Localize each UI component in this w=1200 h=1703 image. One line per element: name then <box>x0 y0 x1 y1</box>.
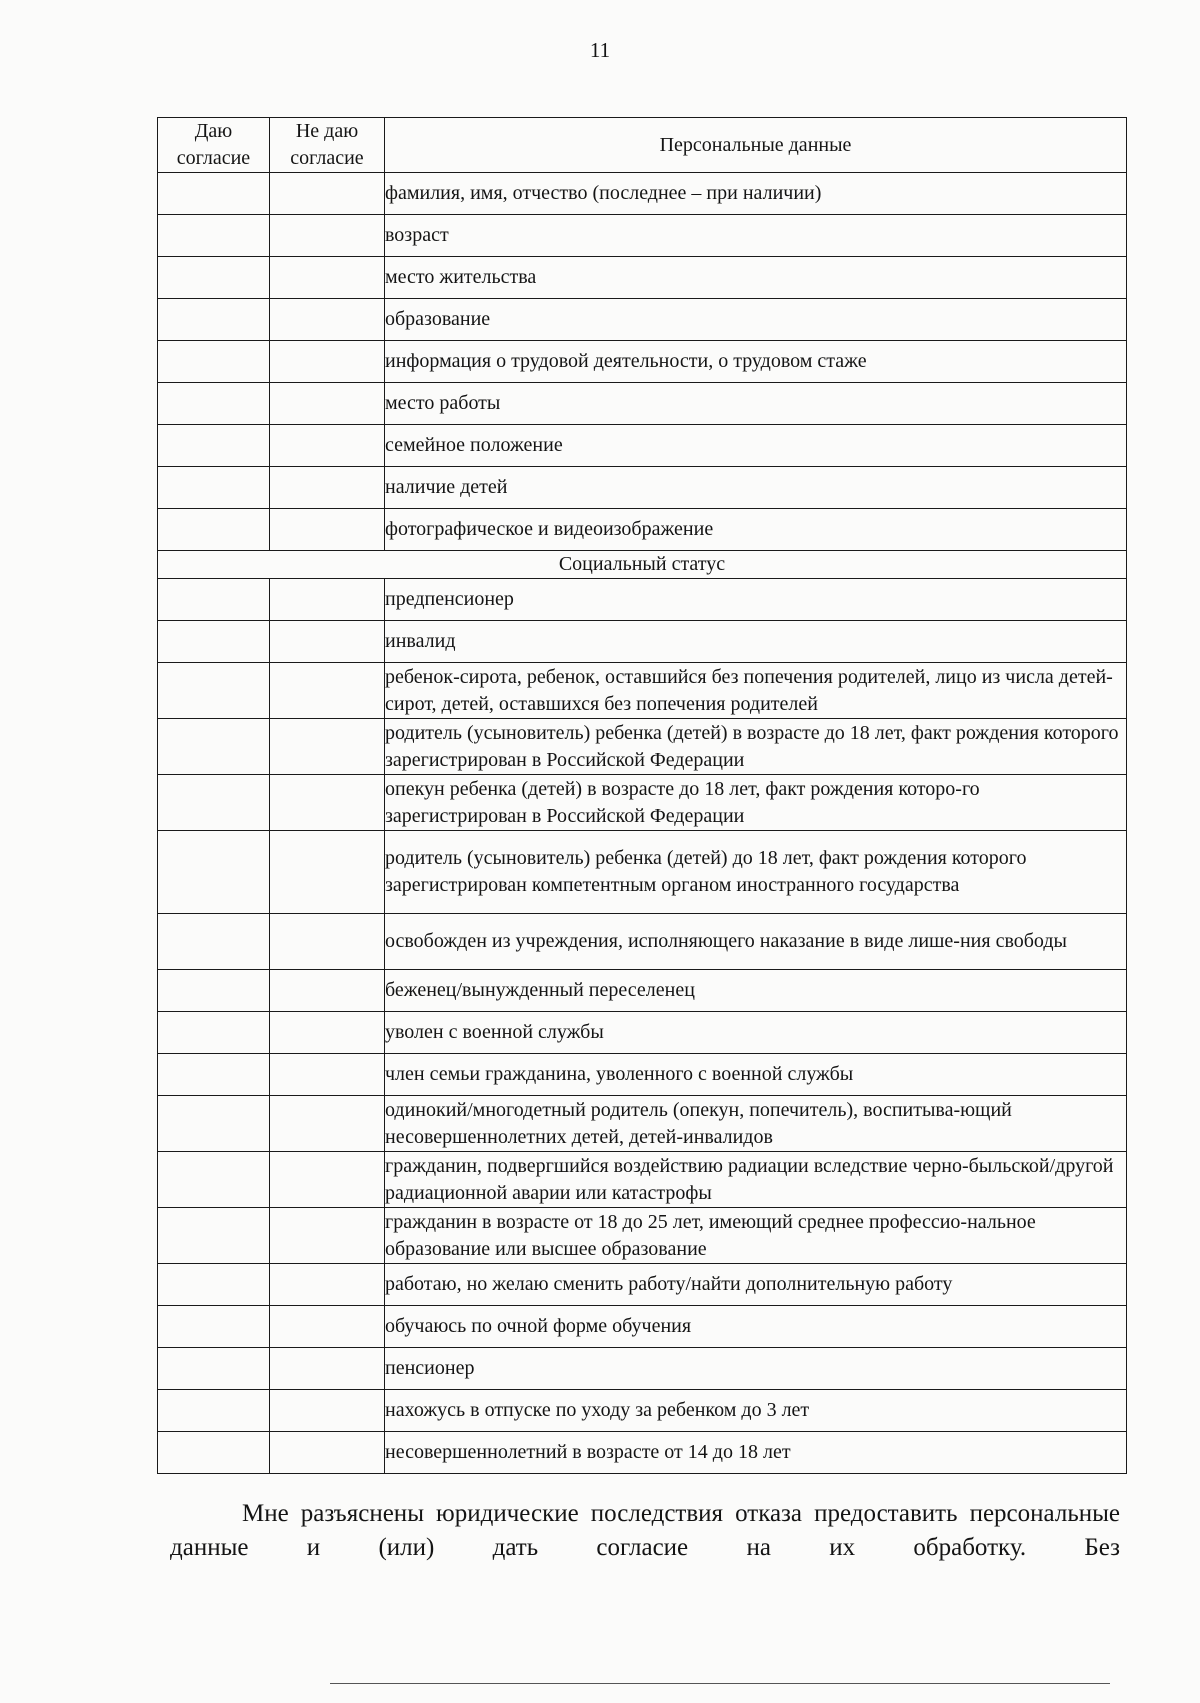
give-consent-cell[interactable] <box>158 719 270 775</box>
table-row <box>158 719 1127 775</box>
status-item-label: несовершеннолетний в возрасте от 14 до 18 лет <box>385 1432 1127 1474</box>
give-consent-cell[interactable] <box>158 1390 270 1432</box>
refuse-consent-cell[interactable] <box>270 1348 385 1390</box>
table-row <box>158 1096 1127 1152</box>
give-consent-cell[interactable] <box>158 914 270 970</box>
status-item-label: опекун ребенка (детей) в возрасте до 18 лет, факт рождения которо-го зарегистрирован в Российской Федерации <box>385 775 1127 831</box>
refuse-consent-cell[interactable] <box>270 1306 385 1348</box>
consent-table <box>157 117 1127 1474</box>
give-consent-cell[interactable] <box>158 1208 270 1264</box>
table-row <box>158 509 1127 551</box>
table-row <box>158 775 1127 831</box>
refuse-consent-cell[interactable] <box>270 1390 385 1432</box>
give-consent-cell[interactable] <box>158 831 270 914</box>
section-title-social-status: Социальный статус <box>158 551 1127 579</box>
status-item-label: уволен с военной службы <box>385 1012 1127 1054</box>
refuse-consent-cell[interactable] <box>270 970 385 1012</box>
give-consent-cell[interactable] <box>158 425 270 467</box>
consent-explanation-paragraph: Мне разъяснены юридические последствия отказа предоставить персональные данные и (или) дать согласие на их обработку. Без <box>170 1500 1120 1561</box>
table-row <box>158 1264 1127 1306</box>
refuse-consent-cell[interactable] <box>270 467 385 509</box>
refuse-consent-cell[interactable] <box>270 341 385 383</box>
give-consent-cell[interactable] <box>158 173 270 215</box>
give-consent-cell[interactable] <box>158 1432 270 1474</box>
status-item-label: инвалид <box>385 621 1127 663</box>
refuse-consent-cell[interactable] <box>270 1432 385 1474</box>
refuse-consent-cell[interactable] <box>270 1208 385 1264</box>
data-item-label: семейное положение <box>385 425 1127 467</box>
status-item-label: беженец/вынужденный переселенец <box>385 970 1127 1012</box>
refuse-consent-cell[interactable] <box>270 257 385 299</box>
give-consent-cell[interactable] <box>158 467 270 509</box>
status-item-label: пенсионер <box>385 1348 1127 1390</box>
status-item-label: одинокий/многодетный родитель (опекун, попечитель), воспитыва-ющий несовершеннолетних детей, детей-инвалидов <box>385 1096 1127 1152</box>
table-row <box>158 173 1127 215</box>
data-item-label: фамилия, имя, отчество (последнее – при наличии) <box>385 173 1127 215</box>
data-item-label: информация о трудовой деятельности, о трудовом стаже <box>385 341 1127 383</box>
data-item-label: образование <box>385 299 1127 341</box>
page-number: 11 <box>589 38 611 62</box>
refuse-consent-cell[interactable] <box>270 215 385 257</box>
table-row <box>158 1432 1127 1474</box>
table-row <box>158 914 1127 970</box>
table-row <box>158 621 1127 663</box>
status-item-label: предпенсионер <box>385 579 1127 621</box>
table-row <box>158 1054 1127 1096</box>
header-refuse-consent: Не даю согласие <box>270 118 385 173</box>
table-row <box>158 341 1127 383</box>
refuse-consent-cell[interactable] <box>270 1264 385 1306</box>
table-row <box>158 1208 1127 1264</box>
table-row <box>158 467 1127 509</box>
give-consent-cell[interactable] <box>158 383 270 425</box>
refuse-consent-cell[interactable] <box>270 383 385 425</box>
refuse-consent-cell[interactable] <box>270 914 385 970</box>
refuse-consent-cell[interactable] <box>270 579 385 621</box>
data-item-label: место жительства <box>385 257 1127 299</box>
status-item-label: нахожусь в отпуске по уходу за ребенком до 3 лет <box>385 1390 1127 1432</box>
refuse-consent-cell[interactable] <box>270 1054 385 1096</box>
refuse-consent-cell[interactable] <box>270 299 385 341</box>
table-row <box>158 970 1127 1012</box>
status-item-label: гражданин, подвергшийся воздействию радиации вследствие черно-быльской/другой радиационной аварии или катастрофы <box>385 1152 1127 1208</box>
give-consent-cell[interactable] <box>158 1348 270 1390</box>
refuse-consent-cell[interactable] <box>270 173 385 215</box>
refuse-consent-cell[interactable] <box>270 719 385 775</box>
give-consent-cell[interactable] <box>158 579 270 621</box>
refuse-consent-cell[interactable] <box>270 509 385 551</box>
status-item-label: ребенок-сирота, ребенок, оставшийся без попечения родителей, лицо из числа детей-сирот, детей, оставшихся без попечения родителей <box>385 663 1127 719</box>
give-consent-cell[interactable] <box>158 1306 270 1348</box>
header-give-consent: Даю согласие <box>158 118 270 173</box>
give-consent-cell[interactable] <box>158 970 270 1012</box>
refuse-consent-cell[interactable] <box>270 663 385 719</box>
table-row <box>158 383 1127 425</box>
bottom-divider <box>330 1683 1110 1684</box>
table-row <box>158 1152 1127 1208</box>
give-consent-cell[interactable] <box>158 1012 270 1054</box>
give-consent-cell[interactable] <box>158 299 270 341</box>
give-consent-cell[interactable] <box>158 621 270 663</box>
table-header-row <box>158 118 1127 173</box>
give-consent-cell[interactable] <box>158 1096 270 1152</box>
table-row <box>158 579 1127 621</box>
give-consent-cell[interactable] <box>158 257 270 299</box>
give-consent-cell[interactable] <box>158 509 270 551</box>
table-row <box>158 831 1127 914</box>
status-item-label: родитель (усыновитель) ребенка (детей) в возрасте до 18 лет, факт рождения которого зарегистрирован в Российской Федерации <box>385 719 1127 775</box>
data-item-label: наличие детей <box>385 467 1127 509</box>
give-consent-cell[interactable] <box>158 341 270 383</box>
give-consent-cell[interactable] <box>158 663 270 719</box>
data-item-label: возраст <box>385 215 1127 257</box>
give-consent-cell[interactable] <box>158 1054 270 1096</box>
table-row <box>158 1306 1127 1348</box>
refuse-consent-cell[interactable] <box>270 621 385 663</box>
refuse-consent-cell[interactable] <box>270 775 385 831</box>
status-item-label: освобожден из учреждения, исполняющего наказание в виде лише-ния свободы <box>385 914 1127 970</box>
status-item-label: родитель (усыновитель) ребенка (детей) до 18 лет, факт рождения которого зарегистрирован компетентным органом иностранного государства <box>385 831 1127 914</box>
section-row <box>158 551 1127 579</box>
data-item-label: фотографическое и видеоизображение <box>385 509 1127 551</box>
refuse-consent-cell[interactable] <box>270 1012 385 1054</box>
status-item-label: обучаюсь по очной форме обучения <box>385 1306 1127 1348</box>
status-item-label: работаю, но желаю сменить работу/найти дополнительную работу <box>385 1264 1127 1306</box>
refuse-consent-cell[interactable] <box>270 831 385 914</box>
table-row <box>158 1390 1127 1432</box>
give-consent-cell[interactable] <box>158 775 270 831</box>
refuse-consent-cell[interactable] <box>270 1096 385 1152</box>
give-consent-cell[interactable] <box>158 1152 270 1208</box>
status-item-label: гражданин в возрасте от 18 до 25 лет, имеющий среднее профессио-нальное образование или высшее образование <box>385 1208 1127 1264</box>
table-row <box>158 1012 1127 1054</box>
table-row <box>158 425 1127 467</box>
give-consent-cell[interactable] <box>158 1264 270 1306</box>
table-row <box>158 1348 1127 1390</box>
table-row <box>158 663 1127 719</box>
header-personal-data: Персональные данные <box>385 118 1127 173</box>
refuse-consent-cell[interactable] <box>270 1152 385 1208</box>
give-consent-cell[interactable] <box>158 215 270 257</box>
table-row <box>158 299 1127 341</box>
data-item-label: место работы <box>385 383 1127 425</box>
table-row <box>158 257 1127 299</box>
status-item-label: член семьи гражданина, уволенного с военной службы <box>385 1054 1127 1096</box>
table-row <box>158 215 1127 257</box>
refuse-consent-cell[interactable] <box>270 425 385 467</box>
